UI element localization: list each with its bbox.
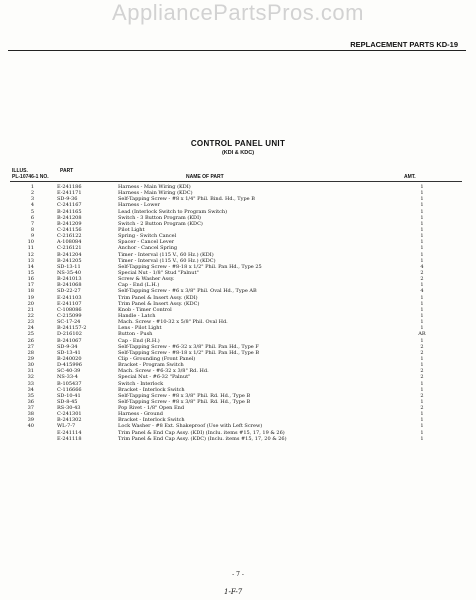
illus-number: 31 bbox=[27, 368, 34, 375]
part-name: Mach. Screw - #6-32 x 3/8" Rd. Hd. bbox=[118, 368, 209, 375]
amount: 1 bbox=[420, 251, 424, 258]
illus-number: 10 bbox=[27, 239, 34, 246]
illus-number: 39 bbox=[27, 417, 34, 424]
illus-number: 7 bbox=[30, 220, 34, 227]
part-number: B-241157-2 bbox=[57, 325, 87, 332]
illus-number: 38 bbox=[27, 411, 34, 418]
illus-number: 32 bbox=[27, 374, 34, 381]
amount: 1 bbox=[420, 386, 424, 393]
part-name: Clip - Grounding (Front Panel) bbox=[118, 355, 196, 362]
part-name: Lens - Pilot Light bbox=[118, 325, 162, 332]
part-number: C-241156 bbox=[57, 226, 82, 233]
part-number: NS-33-4 bbox=[57, 374, 78, 381]
part-number: B-241013 bbox=[57, 276, 82, 283]
part-number: B-241165 bbox=[57, 208, 82, 215]
illus-number: 5 bbox=[30, 208, 34, 215]
amount: 1 bbox=[420, 355, 424, 362]
amount: 1 bbox=[420, 300, 424, 307]
part-number: SC-40-39 bbox=[57, 368, 81, 375]
part-name: Cap - End (L.H.) bbox=[118, 282, 160, 289]
part-number: SD-13-11 bbox=[57, 263, 81, 270]
handwritten-mark: 1-F-7 bbox=[224, 588, 243, 596]
amount: 1 bbox=[420, 319, 424, 326]
illus-number: 33 bbox=[27, 380, 34, 387]
part-number: C-241301 bbox=[57, 411, 82, 418]
amount: 1 bbox=[420, 411, 424, 418]
illus-number: 9 bbox=[30, 233, 34, 240]
col-illus-header: ILLUS. bbox=[12, 168, 28, 174]
amount: 1 bbox=[420, 196, 424, 203]
illus-number: 40 bbox=[27, 423, 34, 430]
part-name: Switch - 2 Button Program (KDC) bbox=[118, 220, 203, 227]
part-number: RS-30-43 bbox=[57, 405, 81, 412]
illus-number: 16 bbox=[27, 276, 34, 283]
part-name: Switch - Interlock bbox=[118, 380, 164, 387]
illus-number: 27 bbox=[27, 343, 34, 350]
part-number: B-241209 bbox=[57, 220, 82, 227]
part-name: Special Nut - #6-32 "Palnut" bbox=[118, 374, 191, 381]
part-name: Switch - 3 Button Program (KDI) bbox=[118, 214, 201, 221]
amount: 1 bbox=[420, 398, 424, 405]
part-number: SD-10-41 bbox=[57, 392, 81, 399]
illus-number: 30 bbox=[27, 362, 34, 369]
watermark: AppliancePartsPros.com bbox=[112, 0, 364, 25]
amount: 1 bbox=[420, 337, 424, 344]
col-illus-subheader: PL-10746-1 NO. bbox=[12, 174, 49, 180]
part-number: C-216122 bbox=[57, 233, 82, 240]
illus-number: 26 bbox=[27, 337, 34, 344]
part-name: Harness - Main Wiring (KDI) bbox=[118, 184, 191, 190]
part-number: SD-9-34 bbox=[57, 343, 78, 350]
illus-number: 20 bbox=[27, 300, 34, 307]
header-rule bbox=[8, 50, 466, 51]
part-name: Harness - Ground bbox=[118, 411, 163, 418]
amount: 1 bbox=[420, 417, 424, 424]
amount: 1 bbox=[420, 245, 424, 252]
amount: 1 bbox=[420, 429, 424, 436]
illus-number: 19 bbox=[27, 294, 34, 301]
amount: 1 bbox=[420, 233, 424, 240]
amount: 1 bbox=[420, 312, 424, 319]
amount: 2 bbox=[420, 368, 424, 375]
illus-number: 28 bbox=[27, 349, 34, 356]
part-name: Trim Panel & Insert Assy. (KDC) bbox=[118, 300, 200, 307]
amount: 2 bbox=[420, 269, 424, 276]
part-name: Button - Push bbox=[118, 331, 153, 338]
part-name: Trim Panel & Insert Assy. (KDI) bbox=[118, 294, 198, 301]
col-amt-header: AMT. bbox=[404, 174, 416, 180]
header-label: REPLACEMENT PARTS KD-19 bbox=[350, 40, 458, 49]
amount: 1 bbox=[420, 380, 424, 387]
amount: 1 bbox=[420, 239, 424, 246]
amount: 1 bbox=[420, 423, 424, 430]
illus-number: 34 bbox=[27, 386, 34, 393]
part-number: D-216102 bbox=[57, 331, 82, 338]
part-name: Harness - Lower bbox=[118, 202, 160, 209]
part-name: Screw & Washer Assy. bbox=[118, 276, 175, 283]
part-name: Bracket - Interlock Switch bbox=[118, 417, 185, 424]
part-name: Spring - Switch Cancel bbox=[118, 233, 177, 240]
part-name: Timer - Interval (115 V., 60 Hz.) (KDC) bbox=[118, 257, 216, 264]
illus-number: 4 bbox=[30, 202, 34, 209]
part-number: B-241208 bbox=[57, 214, 82, 221]
part-number: E-241107 bbox=[57, 300, 82, 307]
part-name: Self-Tapping Screw - #8 x 3/8" Phil. Rd. Hd., Type B bbox=[118, 392, 251, 399]
illus-number: 15 bbox=[27, 269, 34, 276]
part-name: Self-Tapping Screw - #8-18 x 1/2" Phil. Pan Hd., Type 25 bbox=[118, 263, 262, 270]
illus-number: 29 bbox=[27, 355, 34, 362]
part-number: SD-13-41 bbox=[57, 349, 81, 356]
illus-number: 13 bbox=[27, 257, 34, 264]
part-name: Special Nut - 1/8" Stud "Palnut" bbox=[118, 269, 199, 276]
part-name: Timer - Interval (115 V., 60 Hz.) (KDI) bbox=[118, 251, 214, 258]
illus-number: 24 bbox=[27, 325, 34, 332]
part-name: Lock Washer - #8 Ext. Shakeproof (Use with Left Screw) bbox=[118, 423, 263, 430]
illus-number: 11 bbox=[27, 245, 34, 252]
illus-number: 22 bbox=[27, 312, 34, 319]
part-name: Handle - Latch bbox=[118, 312, 156, 319]
part-name: Bracket - Program Switch bbox=[118, 362, 184, 369]
part-name: Harness - Main Wiring (KDC) bbox=[118, 190, 193, 197]
amount: 1 bbox=[420, 435, 424, 442]
amount: 2 bbox=[420, 392, 424, 399]
part-number: SD-8-45 bbox=[57, 398, 78, 405]
part-number: B-105437 bbox=[57, 380, 82, 387]
amount: 1 bbox=[420, 325, 424, 332]
amount: 1 bbox=[420, 306, 424, 313]
part-number: SD-9-36 bbox=[57, 196, 78, 203]
part-number: SC-17-24 bbox=[57, 319, 81, 326]
illus-number: 2 bbox=[30, 190, 34, 197]
part-name: Self-Tapping Screw - #8-18 x 1/2" Phil. Pan Hd., Type B bbox=[118, 349, 259, 356]
illus-number: 6 bbox=[30, 214, 34, 221]
part-name: Cap - End (R.H.) bbox=[118, 337, 160, 344]
amount: 2 bbox=[420, 343, 424, 350]
amount: 1 bbox=[420, 214, 424, 221]
part-name: Knob - Timer Control bbox=[118, 306, 172, 313]
amount: 1 bbox=[420, 257, 424, 264]
part-number: C-241167 bbox=[57, 202, 82, 209]
part-name: Lead (Interlock Switch to Program Switch) bbox=[118, 208, 228, 215]
amount: 2 bbox=[420, 374, 424, 381]
page-title: CONTROL PANEL UNIT bbox=[190, 139, 286, 148]
illus-number: 1 bbox=[30, 184, 34, 190]
table-header-rule bbox=[10, 181, 462, 182]
part-number: B-241204 bbox=[57, 251, 82, 258]
part-name: Bracket - Interlock Switch bbox=[118, 386, 185, 393]
part-number: B-241205 bbox=[57, 257, 82, 264]
part-name: Trim Panel & End Cap Assy. (KDI) (Inclu. items #15, 17, 19 & 26) bbox=[118, 429, 285, 436]
part-name: Anchor - Cancel Spring bbox=[118, 245, 178, 252]
table-row bbox=[0, 436, 476, 442]
part-number: C-108086 bbox=[57, 306, 82, 313]
illus-number: 35 bbox=[27, 392, 34, 399]
amount: 2 bbox=[420, 276, 424, 283]
part-number: B-241302 bbox=[57, 417, 82, 424]
page-number: - 7 - bbox=[232, 571, 244, 578]
part-name: Pop Rivet - 1/8" Open End bbox=[118, 405, 185, 412]
parts-table bbox=[0, 184, 476, 442]
part-name: Pilot Light bbox=[118, 226, 145, 233]
illus-number: 3 bbox=[30, 196, 34, 203]
amount: 1 bbox=[420, 208, 424, 215]
part-name: Trim Panel & End Cap Assy. (KDC) (Inclu. items #15, 17, 20 & 26) bbox=[118, 435, 287, 442]
amount: 1 bbox=[420, 226, 424, 233]
part-number: C-216121 bbox=[57, 245, 82, 252]
part-number: E-241171 bbox=[57, 190, 82, 197]
part-number: B-241068 bbox=[57, 282, 82, 289]
col-name-header: NAME OF PART bbox=[186, 174, 224, 180]
illus-number: 21 bbox=[27, 306, 34, 313]
amount: 1 bbox=[420, 202, 424, 209]
part-number: A-108084 bbox=[57, 239, 82, 246]
amount: 1 bbox=[420, 362, 424, 369]
amount: 2 bbox=[420, 349, 424, 356]
illus-number: 23 bbox=[27, 319, 34, 326]
part-number: E-241186 bbox=[57, 184, 82, 190]
amount: AR bbox=[418, 331, 426, 338]
part-number: NS-35-40 bbox=[57, 269, 82, 276]
part-name: Self-Tapping Screw - #8 x 3/8" Phil. Rd. Hd., Type B bbox=[118, 398, 251, 405]
part-name: Self-Tapping Screw - #8 x 1/4" Phil. Bind. Hd., Type B bbox=[118, 196, 255, 203]
part-number: C-116666 bbox=[57, 386, 82, 393]
part-number: C-215099 bbox=[57, 312, 82, 319]
illus-number: 17 bbox=[27, 282, 34, 289]
illus-number: 12 bbox=[27, 251, 34, 258]
part-number: B-241067 bbox=[57, 337, 82, 344]
amount: 1 bbox=[420, 184, 424, 190]
amount: 2 bbox=[420, 405, 424, 412]
part-number: WL-7-7 bbox=[57, 423, 76, 430]
page-subtitle: (KDI & KDC) bbox=[221, 150, 255, 156]
amount: 1 bbox=[420, 220, 424, 227]
amount: 1 bbox=[420, 282, 424, 289]
illus-number: 8 bbox=[30, 226, 34, 233]
part-number: D-415996 bbox=[57, 362, 82, 369]
illus-number: 14 bbox=[27, 263, 34, 270]
part-name: Self-Tapping Screw - #6-32 x 3/8" Phil. Pan Hd., Type F bbox=[118, 343, 259, 350]
part-name: Mach. Screw - #10-32 x 5/8" Phil. Oval Hd. bbox=[118, 319, 228, 326]
amount: 1 bbox=[420, 294, 424, 301]
illus-number: 25 bbox=[27, 331, 34, 338]
illus-number: 36 bbox=[27, 398, 34, 405]
amount: 4 bbox=[420, 263, 424, 270]
part-number: B-240020 bbox=[57, 355, 82, 362]
col-part-header: PART bbox=[60, 168, 74, 174]
part-number: E-241103 bbox=[57, 294, 82, 301]
part-name: Self-Tapping Screw - #6 x 3/8" Phil. Oval Hd., Type AB bbox=[118, 288, 257, 295]
illus-number: 37 bbox=[27, 405, 34, 412]
amount: 1 bbox=[420, 190, 424, 197]
part-name: Spacer - Cancel Lever bbox=[118, 239, 175, 246]
part-number: E-241118 bbox=[57, 435, 82, 442]
amount: 4 bbox=[420, 288, 424, 295]
illus-number: 18 bbox=[27, 288, 34, 295]
part-number: SD-22-27 bbox=[57, 288, 81, 295]
part-number: E-241114 bbox=[57, 429, 82, 436]
